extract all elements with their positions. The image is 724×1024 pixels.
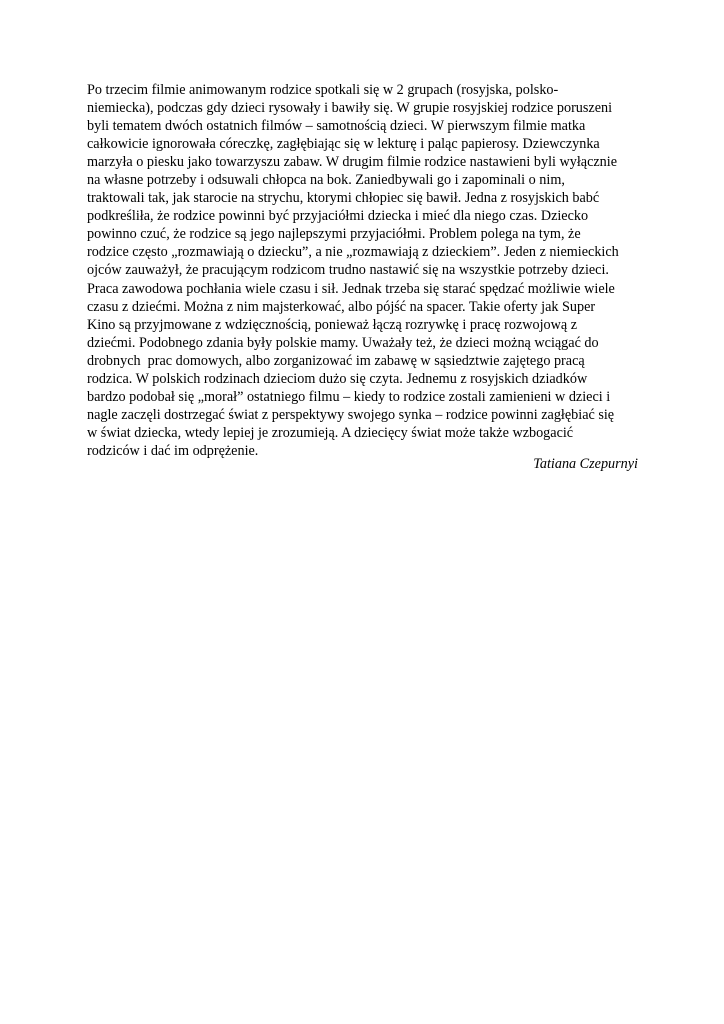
text-line: drobnych prac domowych, albo zorganizować im zabawę w sąsiedztwie zajętego pracą — [87, 352, 585, 369]
text-line: Po trzecim filmie animowanym rodzice spotkali się w 2 grupach (rosyjska, polsko- — [87, 82, 559, 98]
text-line: rodzice często „rozmawiają o dziecku”, a nie „rozmawiają z dzieckiem”. Jeden z niemieckich — [87, 244, 619, 261]
text-line: niemiecka), podczas gdy dzieci rysowały i bawiły się. W grupie rosyjskiej rodzice poruszeni — [87, 100, 613, 117]
text-line: traktowali tak, jak starocie na strychu, ktorymi chłopiec się bawił. Jedna z rosyjskich babć — [87, 190, 600, 207]
text-line: powinno czuć, że rodzice są jego najlepszymi przyjaciółmi. Problem polega na tym, że — [87, 226, 581, 243]
text-line: rodziców i dać im odprężenie. — [87, 442, 259, 459]
text-line: byli tematem dwóch ostatnich filmów – samotnością dzieci. W pierwszym filmie matka — [87, 118, 586, 135]
author-signature: Tatiana Czepurnyi — [533, 456, 638, 472]
text-line: Kino są przyjmowane z wdzięcznością, ponieważ łączą rozrywkę i pracę rozwojową z — [87, 316, 578, 333]
text-line: całkowicie ignorowała córeczkę, zagłębiając się w lekturę i paląc papierosy. Dziewczynka — [87, 136, 600, 153]
text-line: dziećmi. Podobnego zdania były polskie mamy. Uważały też, że dzieci możną wciągać do — [87, 334, 599, 351]
text-line: w świat dziecka, wtedy lepiej je zrozumieją. A dziecięcy świat może także wzbogacić — [87, 424, 574, 441]
text-line: marzyła o piesku jako towarzyszu zabaw. W drugim filmie rodzice nastawieni byli wyłącznie — [87, 154, 618, 171]
text-line: podkreśliła, że rodzice powinni być przyjaciółmi dziecka i mieć dla niego czas. Dziecko — [87, 208, 589, 225]
text-line: ojców zauważył, że pracującym rodzicom trudno nastawić się na wszystkie potrzeby dzieci. — [87, 262, 609, 279]
text-line: nagle zaczęli dostrzegać świat z perspektywy swojego synka – rodzice powinni zagłębiać się — [87, 406, 615, 423]
article-body — [87, 81, 647, 460]
text-line: rodzica. W polskich rodzinach dzieciom dużo się czyta. Jednemu z rosyjskich dziadków — [87, 370, 588, 387]
text-line: na własne potrzeby i odsuwali chłopca na bok. Zaniedbywali go i zapominali o nim, — [87, 172, 565, 189]
text-line: bardzo podobał się „morał” ostatniego filmu – kiedy to rodzice zostali zamienieni w dzieci i — [87, 388, 611, 405]
text-line: czasu z dziećmi. Można z nim majsterkować, albo pójść na spacer. Takie oferty jak Super — [87, 298, 596, 315]
text-line: Praca zawodowa pochłania wiele czasu i sił. Jednak trzeba się starać spędzać możliwie wiele — [87, 280, 615, 297]
